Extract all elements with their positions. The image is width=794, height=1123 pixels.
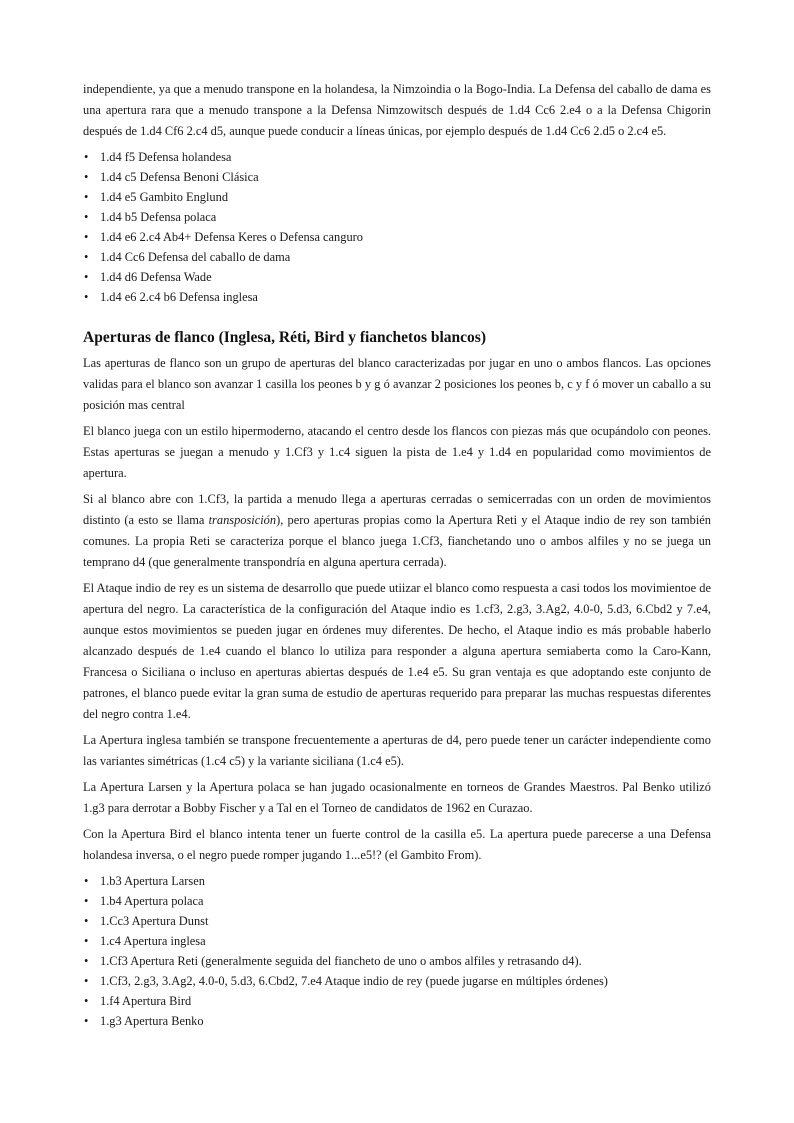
list-item-text: 1.d4 d6 Defensa Wade [100, 270, 212, 284]
list-item-text: 1.Cf3, 2.g3, 3.Ag2, 4.0-0, 5.d3, 6.Cbd2, 7.e4 Ataque indio de rey (puede jugarse en múltiples órdenes) [100, 974, 608, 988]
bullet-marker: • [84, 170, 89, 184]
list-item [83, 891, 711, 911]
list-item [83, 971, 711, 991]
bullet-marker: • [84, 1014, 89, 1028]
list-item-text: 1.Cc3 Apertura Dunst [100, 914, 209, 928]
list-item-text: 1.c4 Apertura inglesa [100, 934, 206, 948]
list-item [83, 991, 711, 1011]
list-item-text: 1.b4 Apertura polaca [100, 894, 204, 908]
list-item-text: 1.f4 Apertura Bird [100, 994, 192, 1008]
list-item [83, 187, 711, 207]
bullet-marker: • [84, 934, 89, 948]
list-item-text: 1.d4 c5 Defensa Benoni Clásica [100, 170, 259, 184]
list-item-text: 1.d4 e5 Gambito Englund [100, 190, 229, 204]
bullet-marker: • [84, 250, 89, 264]
p3-text-after: ), pero aperturas propias como la Apertura Reti y el Ataque indio de rey son también comunes. La propia Reti se caracteriza porque el blanco juega 1.Cf3, fianchetando uno o ambos alfiles y no se juega un temprano d4 (que generalmente transpondría en alguna apertura cerrada). [83, 513, 711, 569]
list-item [83, 911, 711, 931]
list-item [83, 167, 711, 187]
list-item [83, 931, 711, 951]
paragraph-kings-indian-attack: El Ataque indio de rey es un sistema de desarrollo que puede utiizar el blanco como respuesta a casi todos los movimientoe de apertura del negro. La característica de la configuración del Ataque indio es 1.cf3, 2.g3, 3.Ag2, 4.0-0, 5.d3, 6.Cbd2 y 7.e4, aunque estos movimientos se pueden jugar en órdenes muy diferentes. De hecho, el Ataque indio es más probable haberlo alcanzado después de 1.e4 cuando el blanco lo utiliza para responder a alguna apertura semiaberta como la Caro-Kann, Francesa o Siciliana o incluso en aperturas abiertas después de 1.e4 e5. Su gran ventaja es que adoptando este conjunto de patrones, el blanco puede evitar la gran suma de estudio de aperturas requerido para preparar las muchas respuestas diferentes del negro contra 1.e4. [83, 581, 711, 721]
list-item [83, 871, 711, 891]
list-item-text: 1.d4 b5 Defensa polaca [100, 210, 217, 224]
list-item-text: 1.d4 e6 2.c4 b6 Defensa inglesa [100, 290, 258, 304]
list-item [83, 227, 711, 247]
list-item-text: 1.g3 Apertura Benko [100, 1014, 204, 1028]
transposition-term: transposición [208, 513, 277, 527]
bullet-marker: • [84, 230, 89, 244]
list-item [83, 147, 711, 167]
list-item [83, 207, 711, 227]
list-item [83, 247, 711, 267]
flank-openings-list [83, 871, 711, 1031]
paragraph-bird: Con la Apertura Bird el blanco intenta tener un fuerte control de la casilla e5. La apertura puede parecerse a una Defensa holandesa inversa, o el negro puede romper jugando 1...e5!? (el Gambito From). [83, 827, 711, 862]
list-item-text: 1.d4 e6 2.c4 Ab4+ Defensa Keres o Defensa canguro [100, 230, 363, 244]
paragraph-flank-definition: Las aperturas de flanco son un grupo de aperturas del blanco caracterizadas por jugar en uno o ambos flancos. Las opciones validas para el blanco son avanzar 1 casilla los peones b y g ó avanzar 2 posiciones los peones b, c y f ó mover un caballo a su posición mas central [83, 356, 711, 412]
list-item-text: 1.Cf3 Apertura Reti (generalmente seguida del fiancheto de uno o ambos alfiles y retrasando d4). [100, 954, 582, 968]
p3-text-before: Si al blanco abre con 1.Cf3, la partida a menudo llega a aperturas cerradas o semicerradas con un orden de movimientos distinto (a esto se llama [83, 492, 711, 527]
bullet-marker: • [84, 994, 89, 1008]
bullet-marker: • [84, 914, 89, 928]
bullet-marker: • [84, 150, 89, 164]
bullet-marker: • [84, 210, 89, 224]
paragraph-english-opening: La Apertura inglesa también se transpone frecuentemente a aperturas de d4, pero puede tener un carácter independiente como las variantes simétricas (1.c4 c5) y la variante siciliana (1.c4 e5). [83, 733, 711, 768]
bullet-marker: • [84, 290, 89, 304]
list-item [83, 1011, 711, 1031]
paragraph-larsen-polish: La Apertura Larsen y la Apertura polaca se han jugado ocasionalmente en torneos de Grandes Maestros. Pal Benko utilizó 1.g3 para derrotar a Bobby Fischer y a Tal en el Torneo de candidatos de 1962 en Curazao. [83, 780, 711, 815]
list-item [83, 287, 711, 307]
paragraph-cf3 [83, 489, 711, 573]
defenses-list [83, 147, 711, 307]
bullet-marker: • [84, 874, 89, 888]
bullet-marker: • [84, 190, 89, 204]
list-item-text: 1.d4 f5 Defensa holandesa [100, 150, 232, 164]
bullet-marker: • [84, 894, 89, 908]
list-item [83, 267, 711, 287]
bullet-marker: • [84, 270, 89, 284]
paragraph-hypermodern: El blanco juega con un estilo hipermoderno, atacando el centro desde los flancos con piezas más que ocupándolo con peones. Estas aperturas se juegan a menudo y 1.Cf3 y 1.c4 siguen la pista de 1.e4 y 1.d4 en popularidad como movimientos de apertura. [83, 424, 711, 480]
section-heading: Aperturas de flanco (Inglesa, Réti, Bird y fianchetos blancos) [83, 329, 486, 346]
bullet-marker: • [84, 974, 89, 988]
list-item-text: 1.b3 Apertura Larsen [100, 874, 205, 888]
intro-paragraph: independiente, ya que a menudo transpone en la holandesa, la Nimzoindia o la Bogo-India. La Defensa del caballo de dama es una apertura rara que a menudo transpone a la Defensa Nimzowitsch después de 1.d4 Cc6 2.e4 o a la Defensa Chigorin después de 1.d4 Cf6 2.c4 d5, aunque puede conducir a líneas únicas, por ejemplo después de 1.d4 Cc6 2.d5 o 2.c4 e5. [83, 82, 711, 138]
list-item [83, 951, 711, 971]
document-page [83, 79, 711, 1036]
list-item-text: 1.d4 Cc6 Defensa del caballo de dama [100, 250, 291, 264]
bullet-marker: • [84, 954, 89, 968]
